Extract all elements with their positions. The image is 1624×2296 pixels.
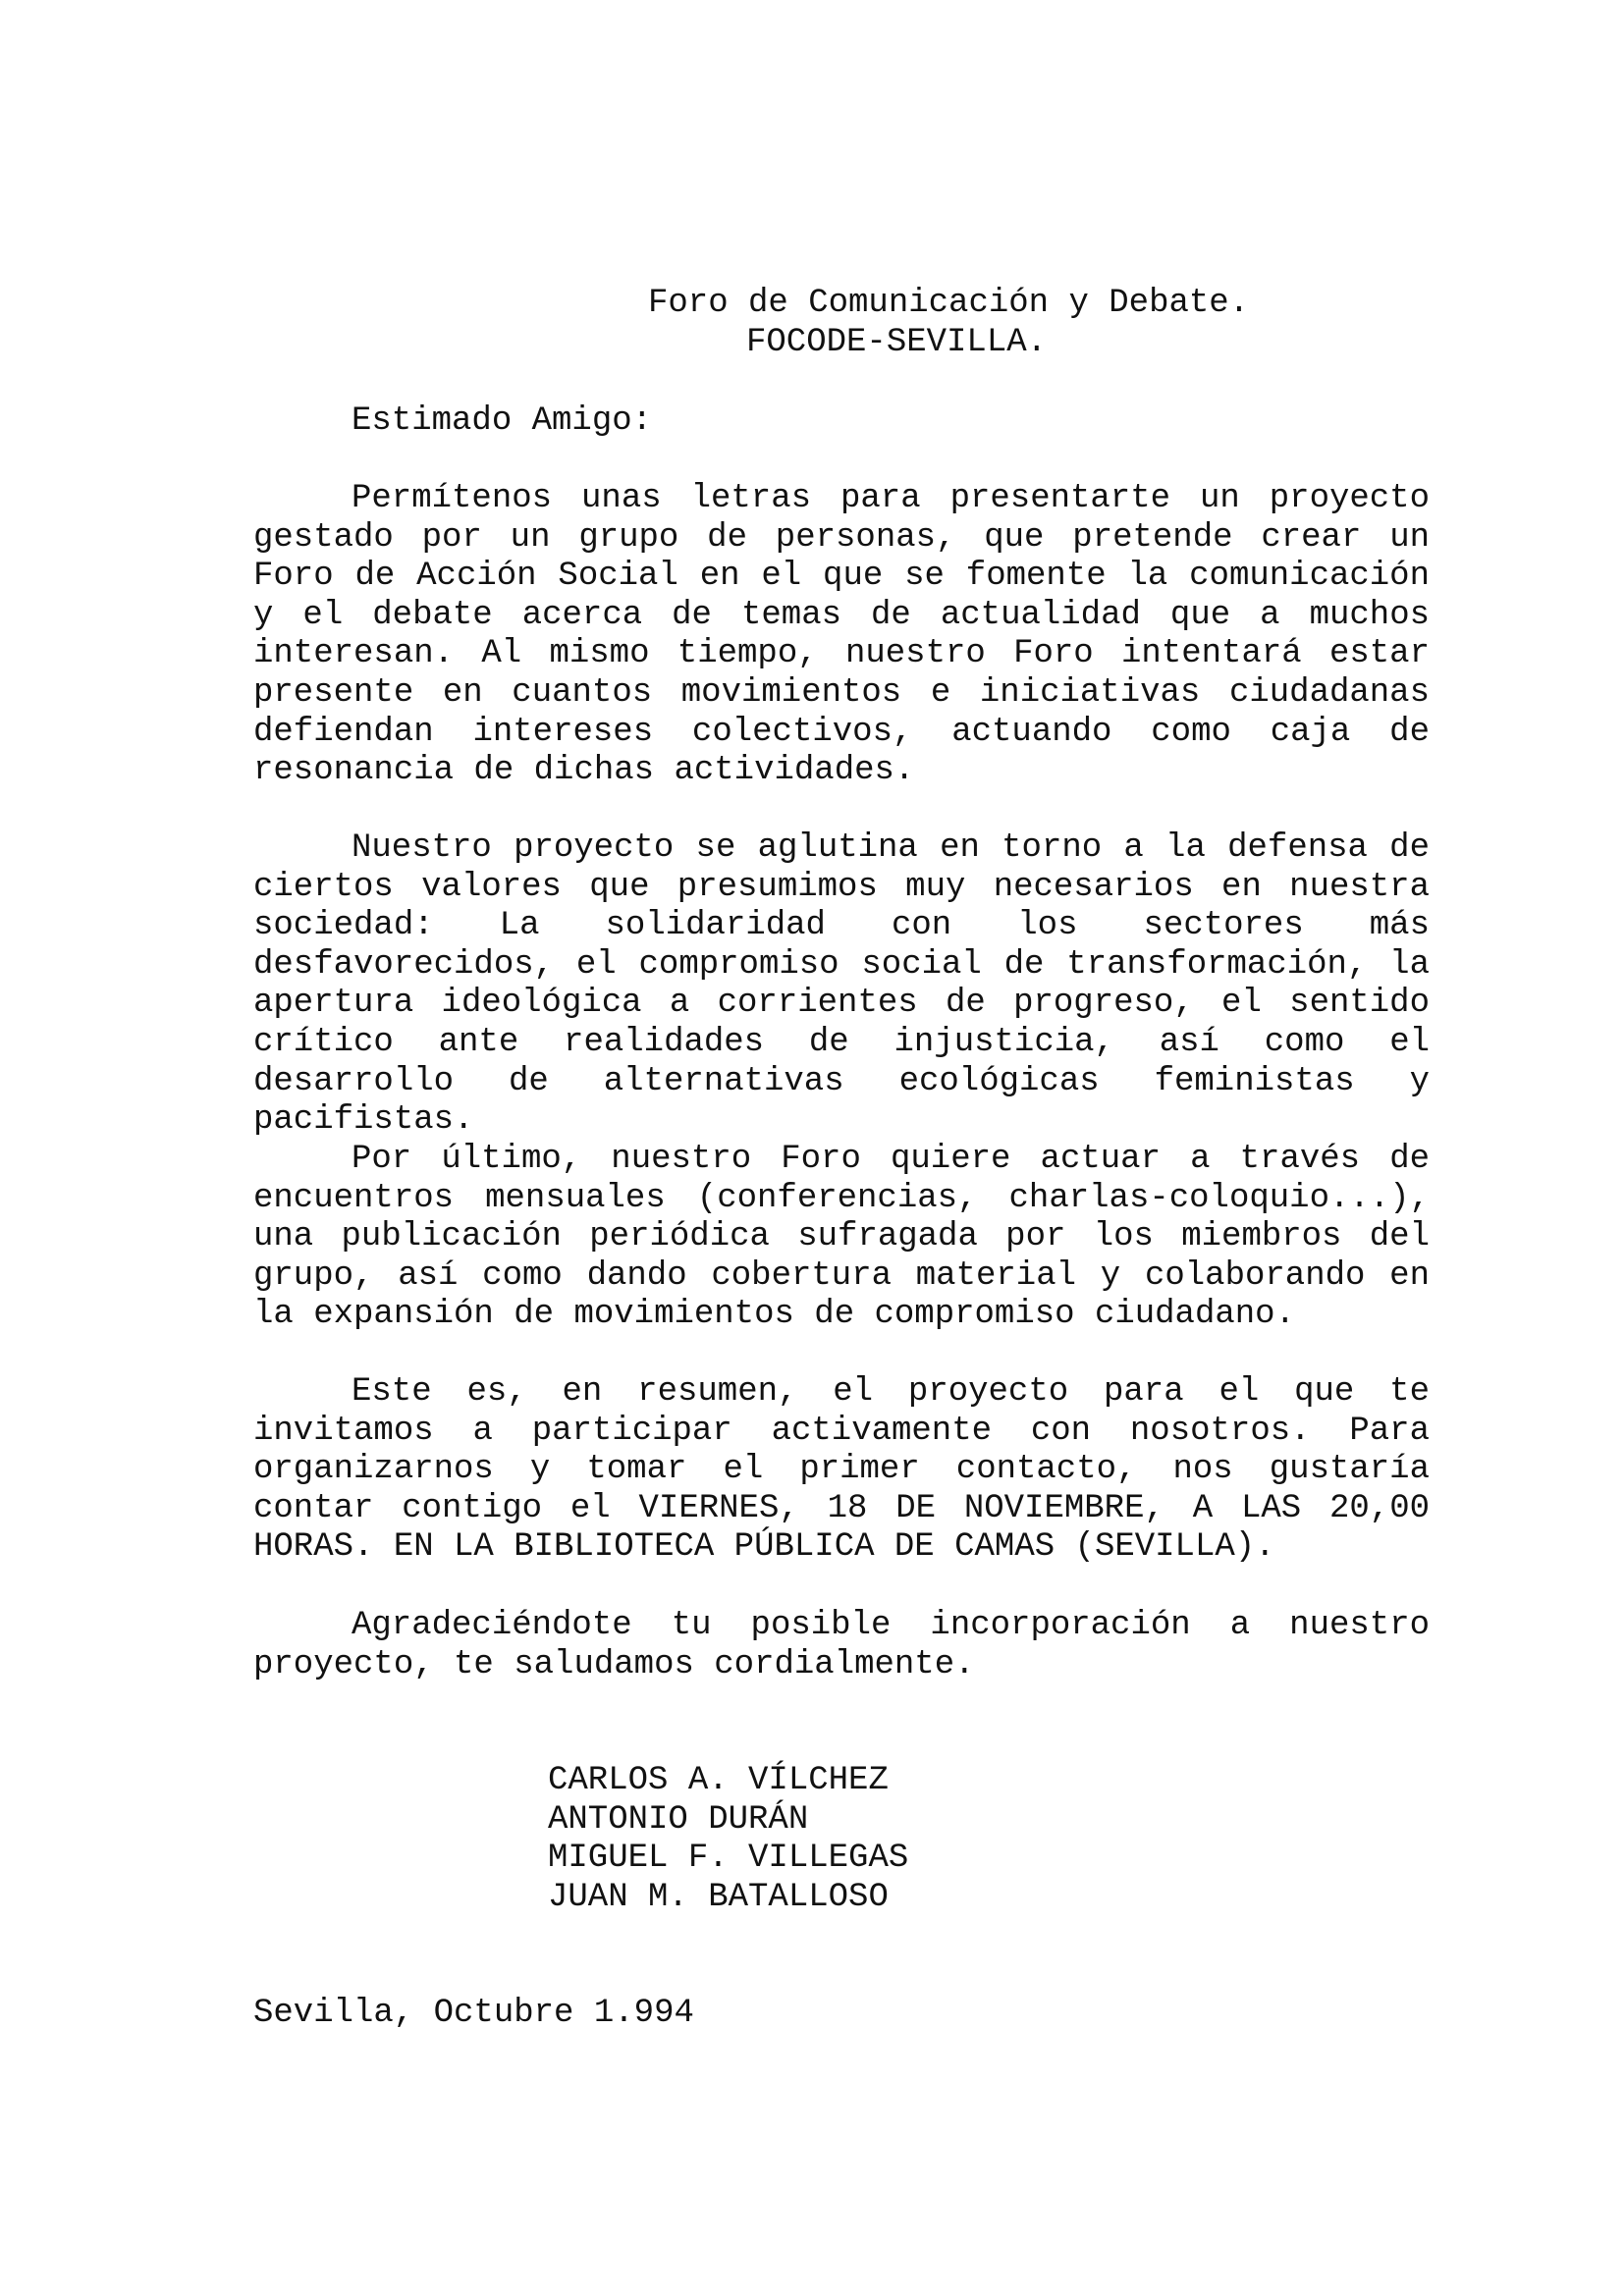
place-and-date: Sevilla, Octubre 1.994 (253, 1995, 694, 2032)
signatory-name: CARLOS A. VÍLCHEZ (548, 1762, 889, 1799)
paragraph-values: Nuestro proyecto se aglutina en torno a la defensa de ciertos valores que presumimos muy necesarios en nuestra sociedad: La solidaridad con los sectores más desfavorecidos, el compromiso social de transformación, la apertura ideológica a corrientes de progreso, el sentido crítico ante realidades de injusticia, así como el desarrollo de alternativas ecológicas feministas y pacifistas. (253, 829, 1430, 1140)
organization-acronym: FOCODE-SEVILLA. (746, 324, 1048, 361)
paragraph-introduction: Permítenos unas letras para presentarte un proyecto gestado por un grupo de personas, que pretende crear un Foro de Acción Social en el que se fomente la comunicación y el debate acerca de temas de actualidad que a muchos interesan. Al mismo tiempo, nuestro Foro intentará estar presente en cuantos movimientos e iniciativas ciudadanas defiendan intereses colectivos, actuando como caja de resonancia de dichas actividades. (253, 480, 1430, 790)
signatory-name: ANTONIO DURÁN (548, 1800, 809, 1839)
signatory-name: MIGUEL F. VILLEGAS (548, 1840, 909, 1878)
signatories-block (548, 1762, 908, 1917)
salutation: Estimado Amigo: (352, 402, 653, 440)
signatory-name: JUAN M. BATALLOSO (548, 1878, 889, 1916)
paragraph-closing: Agradeciéndote tu posible incorporación a nuestro proyecto, te saludamos cordialmente. (253, 1607, 1430, 1683)
paragraph-activities: Por último, nuestro Foro quiere actuar a través de encuentros mensuales (conferencias, charlas-coloquio...), una publicación periódica sufragada por los miembros del grupo, así como dando cobertura material y colaborando en la expansión de movimientos de compromiso ciudadano. (253, 1141, 1430, 1334)
paragraph-invitation: Este es, en resumen, el proyecto para el que te invitamos a participar activamente con nosotros. Para organizarnos y tomar el primer contacto, nos gustaría contar contigo el VIERNES, 18 DE NOVIEMBRE, A LAS 20,00 HORAS. EN LA BIBLIOTECA PÚBLICA DE CAMAS (SEVILLA). (253, 1373, 1430, 1567)
organization-title: Foro de Comunicación y Debate. (648, 285, 1250, 322)
